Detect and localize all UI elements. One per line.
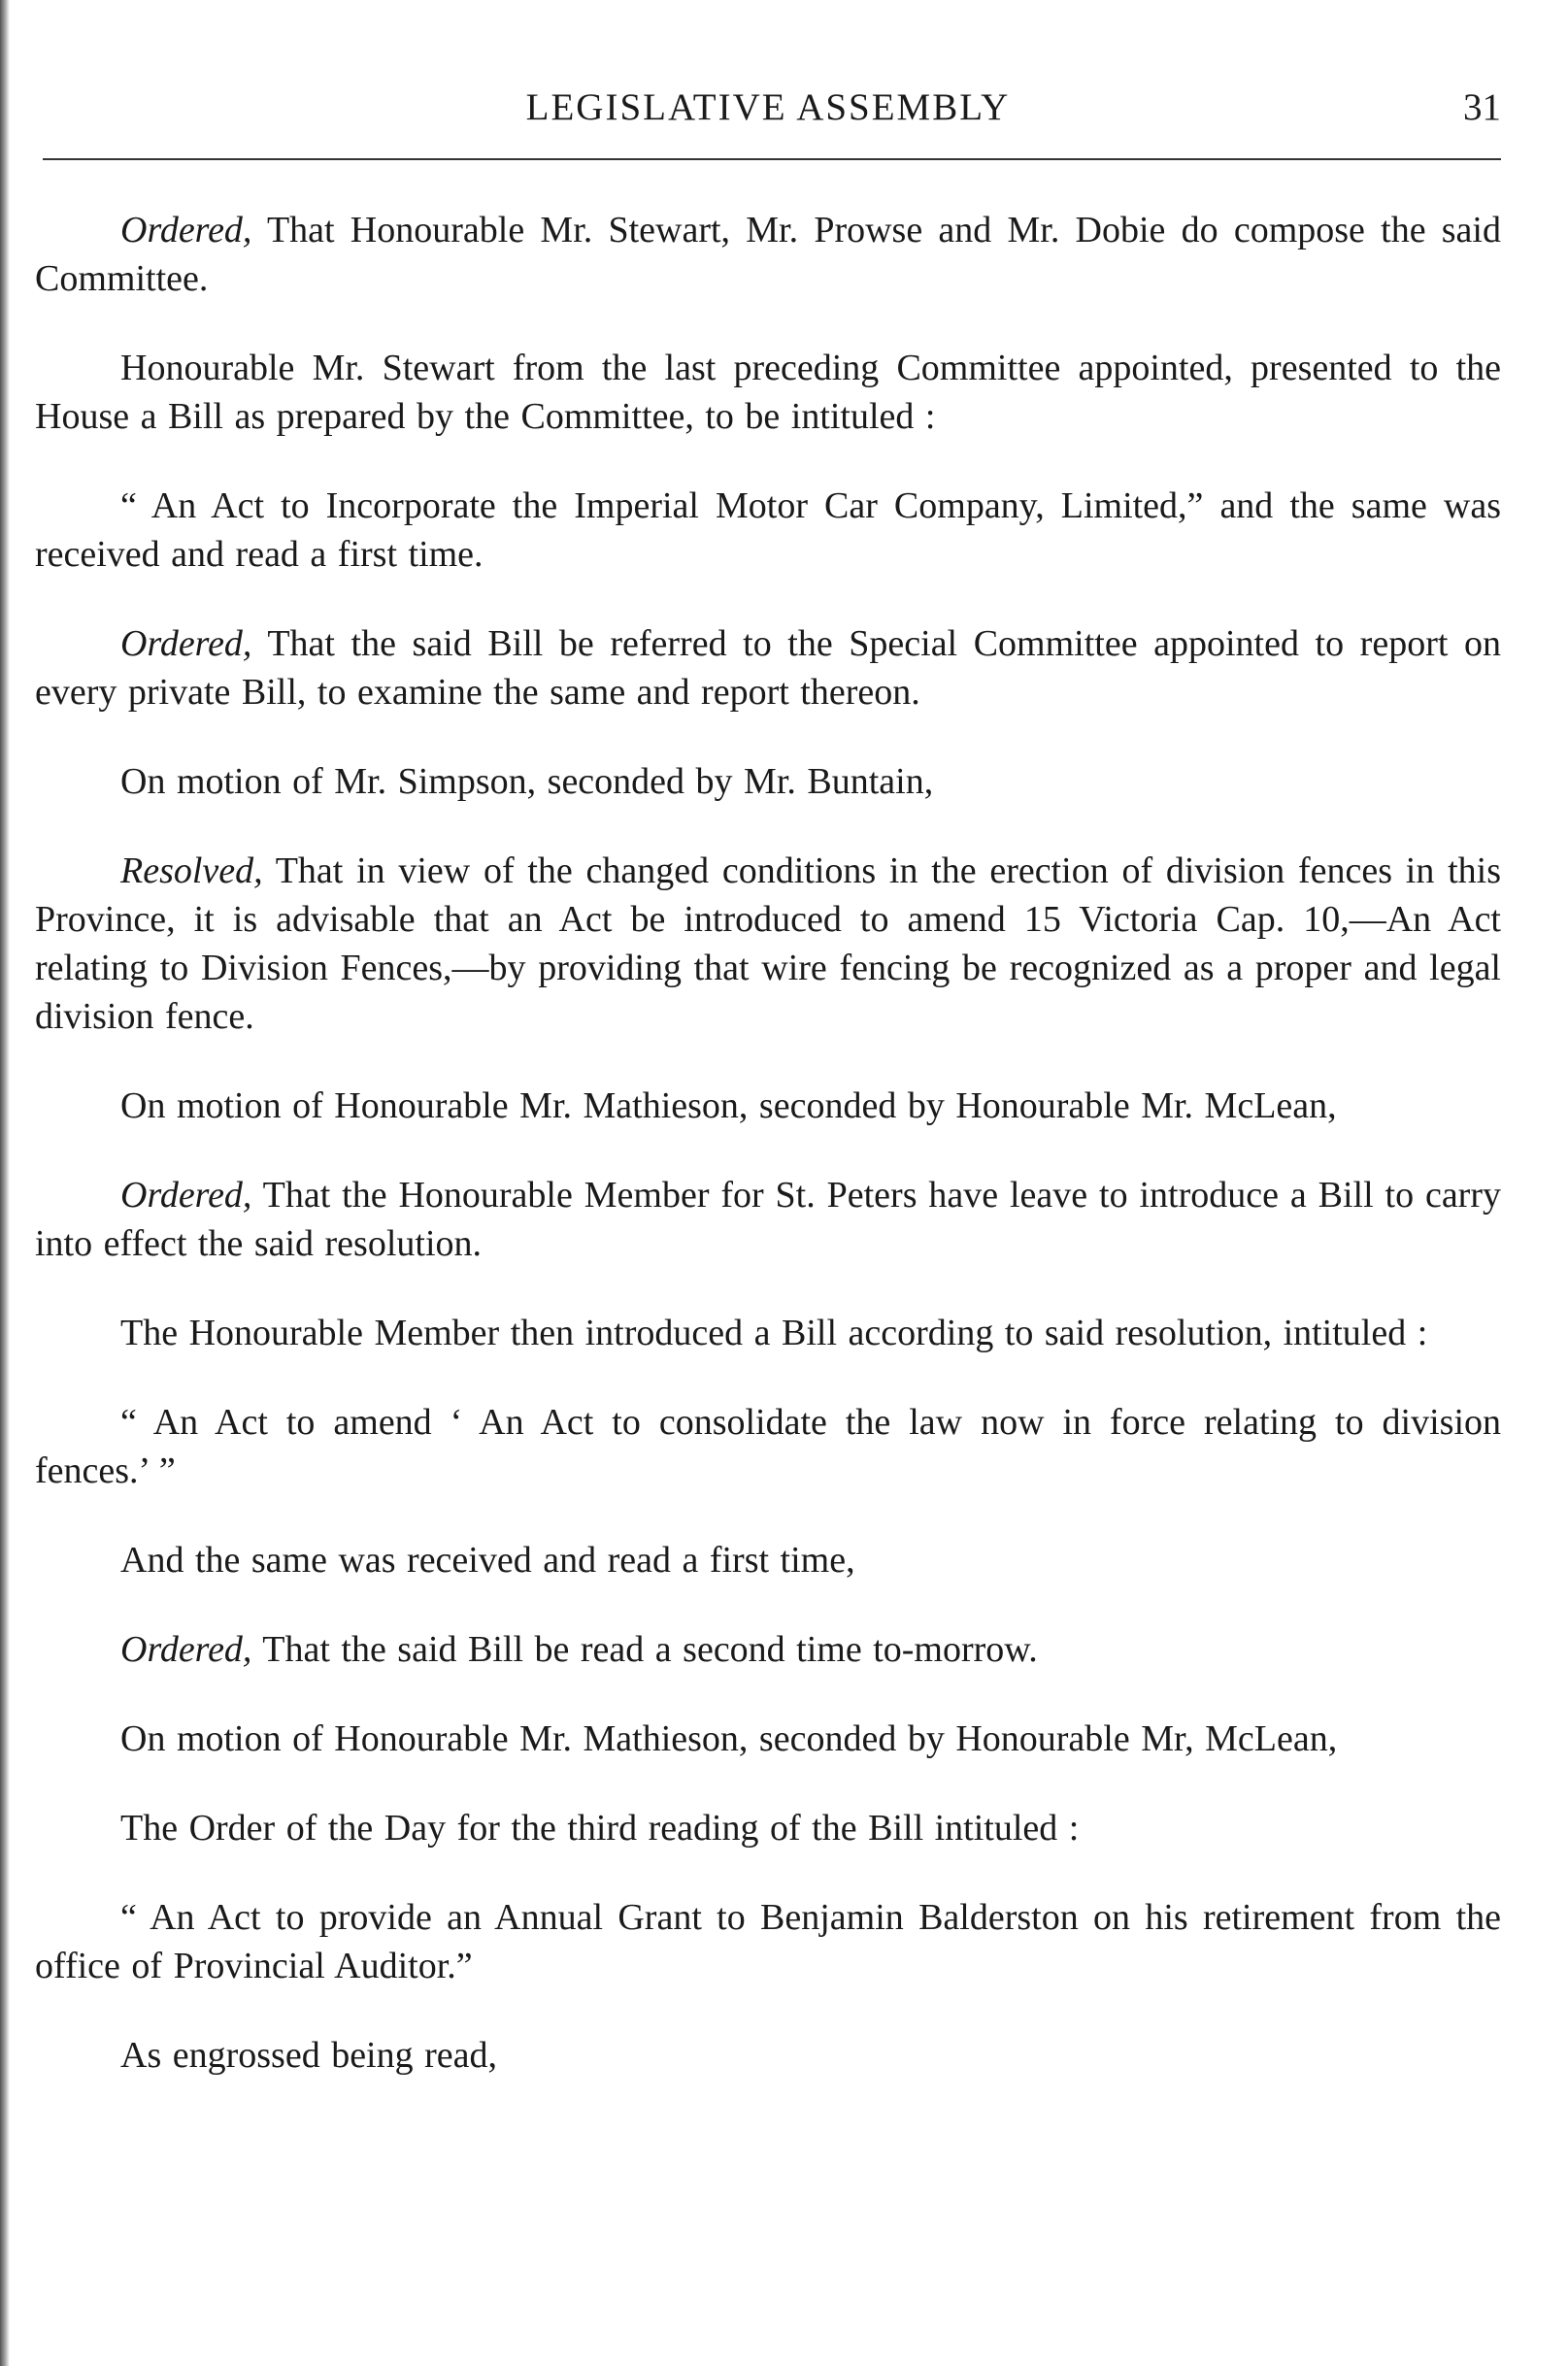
paragraph-lead: Resolved,: [120, 850, 263, 891]
paragraph-text: That Honourable Mr. Stewart, Mr. Prowse and Mr. Dobie do compose the said Committee.: [35, 210, 1501, 299]
binding-edge: [0, 0, 10, 2366]
paragraph-text: As engrossed being read,: [120, 2035, 498, 2076]
paragraph-text: On motion of Mr. Simpson, seconded by Mr. Buntain,: [120, 761, 934, 802]
paragraph: [35, 206, 1501, 303]
paragraph: [35, 1309, 1501, 1357]
paragraph-text: That the said Bill be read a second time to-morrow.: [251, 1629, 1038, 1670]
paragraph: [35, 1398, 1501, 1495]
paragraph-lead: Ordered,: [120, 623, 252, 664]
paragraph: [35, 1171, 1501, 1268]
paragraph: [35, 344, 1501, 441]
paragraph-text: On motion of Honourable Mr. Mathieson, seconded by Honourable Mr. McLean,: [120, 1085, 1337, 1126]
paragraph-text: And the same was received and read a first time,: [120, 1540, 855, 1581]
paragraph: [35, 1536, 1501, 1584]
paragraph-text: The Order of the Day for the third reading of the Bill intituled :: [120, 1808, 1080, 1849]
paragraph: [35, 1625, 1501, 1674]
paragraph-text: Honourable Mr. Stewart from the last preceding Committee appointed, presented to the House a Bill as prepared by the Committee, to be intituled :: [35, 348, 1501, 437]
paragraph-text: That the said Bill be referred to the Special Committee appointed to report on every private Bill, to examine the same and report thereon.: [35, 623, 1501, 713]
paragraph: [35, 757, 1501, 806]
header-rule: [43, 158, 1501, 160]
paragraph-lead: Ordered,: [120, 210, 252, 250]
paragraph-text: That the Honourable Member for St. Peters have leave to introduce a Bill to carry into effect the said resolution.: [35, 1175, 1501, 1264]
paragraph: [35, 2031, 1501, 2080]
paragraph: [35, 1082, 1501, 1130]
running-head: [35, 0, 1501, 155]
paragraph-text: “ An Act to amend ‘ An Act to consolidate the law now in force relating to division fences.’ ”: [35, 1402, 1501, 1491]
paragraph: [35, 619, 1501, 716]
document-page: [35, 0, 1501, 2076]
paragraph: [35, 1804, 1501, 1852]
paragraph-text: “ An Act to provide an Annual Grant to Benjamin Balderston on his retirement from the office of Provincial Auditor.”: [35, 1897, 1501, 1986]
paragraph: [35, 1715, 1501, 1763]
running-title: LEGISLATIVE ASSEMBLY: [525, 86, 1011, 128]
paragraph-text: On motion of Honourable Mr. Mathieson, seconded by Honourable Mr, McLean,: [120, 1718, 1338, 1759]
paragraph-text: That in view of the changed conditions in the erection of division fences in this Province, it is advisable that an Act be introduced to amend 15 Victoria Cap. 10,—An Act relating to Division Fences,—by providing that wire fencing be recognized as a proper and legal division fence.: [35, 850, 1501, 1037]
paragraph: [35, 482, 1501, 579]
document-body: [35, 206, 1501, 2080]
paragraph-text: “ An Act to Incorporate the Imperial Motor Car Company, Limited,” and the same was received and read a first time.: [35, 485, 1501, 575]
paragraph-lead: Ordered,: [120, 1629, 252, 1670]
paragraph: [35, 1893, 1501, 1990]
paragraph: [35, 847, 1501, 1041]
paragraph-lead: Ordered,: [120, 1175, 252, 1216]
paragraph-text: The Honourable Member then introduced a Bill according to said resolution, intituled :: [120, 1313, 1428, 1353]
page-number: 31: [1463, 86, 1501, 128]
